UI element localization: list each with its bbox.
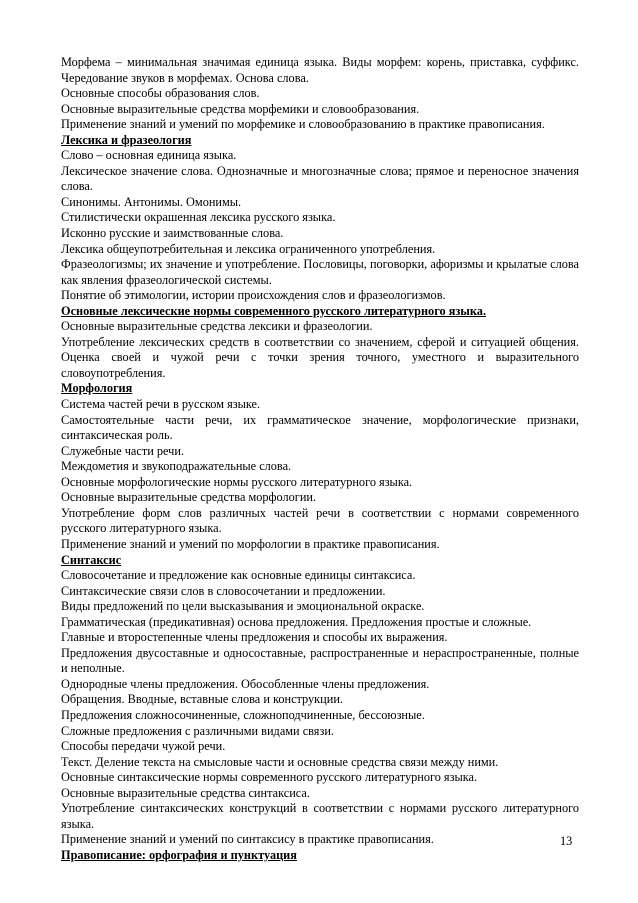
paragraph: Применение знаний и умений по синтаксису в практике правописания. <box>61 832 434 847</box>
paragraph: Синтаксические связи слов в словосочетании и предложении. <box>61 583 386 598</box>
paragraph: Основные выразительные средства синтаксиса. <box>61 785 310 800</box>
paragraph: Основные выразительные средства морфологии. <box>61 490 317 505</box>
paragraph: Виды предложений по цели высказывания и эмоциональной окраске. <box>61 599 425 614</box>
paragraph: Словосочетание и предложение как основные единицы синтаксиса. <box>61 568 416 583</box>
section-heading: Синтаксис <box>61 552 122 567</box>
paragraph: Лексика общеупотребительная и лексика ограниченного употребления. <box>61 241 436 256</box>
paragraph: Основные морфологические нормы русского литературного языка. <box>61 474 413 489</box>
paragraph: Основные выразительные средства лексики и фразеологии. <box>61 319 373 334</box>
page-body <box>61 55 579 863</box>
paragraph: Основные выразительные средства морфемики и словообразования. <box>61 101 420 116</box>
paragraph: Способы передачи чужой речи. <box>61 739 226 754</box>
paragraph: Система частей речи в русском языке. <box>61 397 261 412</box>
paragraph: Обращения. Вводные, вставные слова и конструкции. <box>61 692 343 707</box>
paragraph: Понятие об этимологии, истории происхождения слов и фразеологизмов. <box>61 288 446 303</box>
section-heading: Лексика и фразеология <box>61 132 192 147</box>
paragraph: Применение знаний и умений по морфологии в практике правописания. <box>61 536 440 551</box>
paragraph: Основные способы образования слов. <box>61 86 260 101</box>
paragraph: Морфема – минимальная значимая единица языка. Виды морфем: корень, приставка, суффикс. Чередование звуков в морфемах. Основа слова. <box>61 55 579 85</box>
paragraph: Фразеологизмы; их значение и употребление. Пословицы, поговорки, афоризмы и крылатые слова как явления фразеологической системы. <box>61 257 579 287</box>
section-heading: Морфология <box>61 381 133 396</box>
paragraph: Употребление синтаксических конструкций в соответствии с нормами русского литературного языка. <box>61 801 579 831</box>
paragraph: Стилистически окрашенная лексика русского языка. <box>61 210 336 225</box>
paragraph: Лексическое значение слова. Однозначные и многозначные слова; прямое и переносное значения слова. <box>61 163 579 194</box>
paragraph: Главные и второстепенные члены предложения и способы их выражения. <box>61 630 448 645</box>
paragraph: Грамматическая (предикативная) основа предложения. Предложения простые и сложные. <box>61 614 532 629</box>
paragraph: Применение знаний и умений по морфемике и словообразованию в практике правописания. <box>61 117 545 132</box>
paragraph: Предложения двусоставные и односоставные, распространенные и нераспространенные, полные и неполные. <box>61 645 579 676</box>
page-number: 13 <box>560 834 573 848</box>
paragraph: Слово – основная единица языка. <box>61 148 237 163</box>
paragraph: Текст. Деление текста на смысловые части и основные средства связи между ними. <box>61 754 499 769</box>
paragraph: Служебные части речи. <box>61 443 185 458</box>
paragraph: Употребление форм слов различных частей речи в соответствии с нормами современного русского литературного языка. <box>61 505 579 536</box>
paragraph: Самостоятельные части речи, их грамматическое значение, морфологические признаки, синтаксическая роль. <box>61 412 579 443</box>
paragraph: Междометия и звукоподражательные слова. <box>61 459 292 474</box>
paragraph: Употребление лексических средств в соответствии со значением, сферой и ситуацией общения. Оценка своей и чужой речи с точки зрения точного, уместного и выразительного словоупотребления. <box>61 334 579 380</box>
section-heading: Основные лексические нормы современного русского литературного языка. <box>61 303 487 318</box>
paragraph: Основные синтаксические нормы современного русского литературного языка. <box>61 770 478 785</box>
paragraph: Однородные члены предложения. Обособленные члены предложения. <box>61 676 430 691</box>
paragraph: Исконно русские и заимствованные слова. <box>61 226 284 241</box>
paragraph: Синонимы. Антонимы. Омонимы. <box>61 194 242 209</box>
section-heading: Правописание: орфография и пунктуация <box>61 847 297 862</box>
paragraph: Предложения сложносочиненные, сложноподчиненные, бессоюзные. <box>61 707 425 722</box>
paragraph: Сложные предложения с различными видами связи. <box>61 723 334 738</box>
